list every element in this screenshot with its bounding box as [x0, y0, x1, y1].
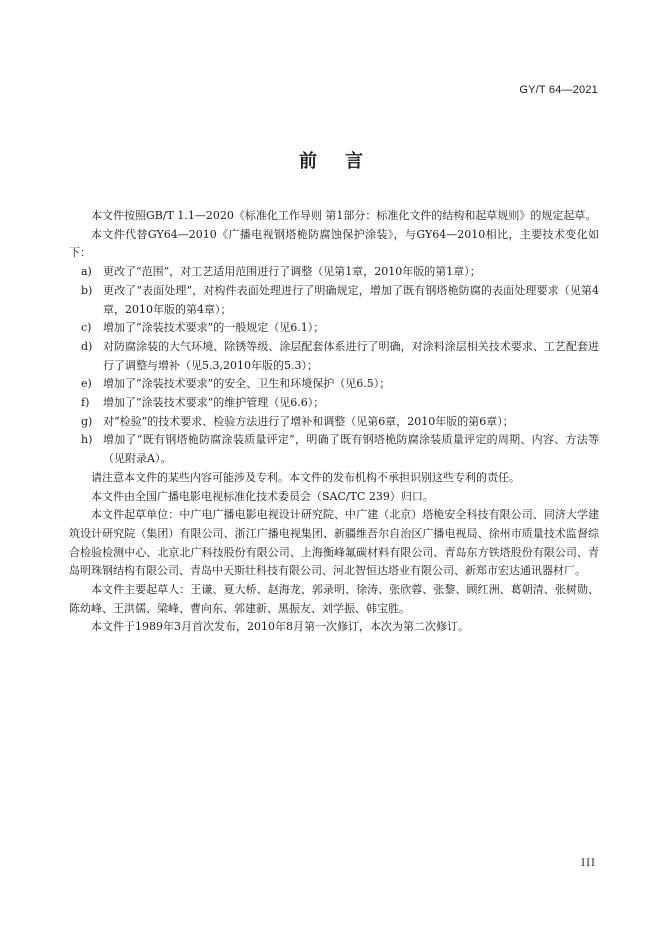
paragraph-drafters: 本文件主要起草人：王谦、夏大桥、赵海龙、郭录明、徐涛、张欣蓉、张黎、顾红洲、葛朝清、张树勋、陈幼峰、王洪儒、梁峰、曹向东、郭建新、黑振友、刘学振、韩宝胜。	[69, 583, 599, 615]
change-text: 更改了“表面处理”，对构件表面处理进行了明确规定，增加了既有钢塔桅防腐的表面处理要求（见第4章，2010年版的第4章）；	[103, 283, 599, 316]
change-marker: d)	[81, 339, 93, 353]
change-item	[69, 394, 599, 413]
change-marker: f)	[81, 396, 90, 410]
change-text: 增加了“涂装技术要求”的一般规定（见6.1）；	[103, 321, 325, 335]
change-text: 增加了“涂装技术要求”的安全、卫生和环境保护（见6.5）；	[103, 377, 391, 391]
change-item	[69, 413, 599, 432]
paragraph-patent-notice: 请注意本文件的某些内容可能涉及专利。本文件的发布机构不承担识别这些专利的责任。	[91, 470, 520, 484]
paragraph-committee: 本文件由全国广播电影电视标准化技术委员会（SAC/TC 239）归口。	[91, 489, 434, 503]
paragraph-history: 本文件于1989年3月首次发布，2010年8月第一次修订，本次为第二次修订。	[91, 620, 469, 634]
change-item	[69, 282, 599, 319]
change-marker: b)	[81, 283, 93, 297]
standard-code: GY/T 64—2021	[519, 84, 598, 96]
paragraph-drafting-units: 本文件起草单位：中广电广播电影电视设计研究院、中广建（北京）塔桅安全科技有限公司、同济大学建筑设计研究院（集团）有限公司、浙江广播电视集团、新疆维吾尔自治区广播电视局、徐州市质量技术监督综合检验检测中心、北京北广科技股份有限公司、上海衡峰氟碳材料有限公司、青岛东方铁塔股份有限公司、青岛明珠钢结构有限公司、青岛中天斯壮科技有限公司、河北智恒达塔业有限公司、新郑市宏达通讯器材厂。	[69, 508, 599, 578]
paragraph-replacement: 本文件代替GY64—2010《广播电视钢塔桅防腐蚀保护涂装》，与GY64—2010相比，主要技术变化如下：	[69, 227, 599, 260]
change-marker: a)	[81, 265, 92, 279]
change-text: 对防腐涂装的大气环境、除锈等级、涂层配套体系进行了明确，对涂料涂层相关技术要求、工艺配套进行了调整与增补（见5.3,2010年版的5.3）；	[103, 339, 599, 372]
change-marker: e)	[81, 377, 92, 391]
change-marker: g)	[81, 414, 93, 428]
change-item	[69, 431, 599, 468]
change-item	[69, 338, 599, 375]
change-text: 增加了“既有钢塔桅防腐涂装质量评定”，明确了既有钢塔桅防腐涂装质量评定的周期、内容、方法等（见附录A）。	[103, 433, 599, 466]
change-text: 增加了“涂装技术要求”的维护管理（见6.6）；	[103, 396, 325, 410]
paragraph-drafting-rules: 本文件按照GB/T 1.1—2020《标准化工作导则 第1部分：标准化文件的结构和起草规则》的规定起草。	[91, 209, 597, 222]
change-text: 对“检验”的技术要求、检验方法进行了增补和调整（见第6章，2010年版的第6章）；	[103, 414, 514, 428]
change-marker: c)	[81, 321, 92, 335]
change-item	[69, 319, 599, 338]
change-item	[69, 263, 599, 282]
change-item	[69, 375, 599, 394]
page-title: 前言	[299, 151, 391, 172]
change-text: 更改了“范围”，对工艺适用范围进行了调整（见第1章，2010年版的第1章）；	[103, 265, 481, 279]
change-marker: h)	[81, 433, 93, 447]
foreword-body	[69, 207, 599, 637]
page-number: III	[581, 858, 596, 869]
